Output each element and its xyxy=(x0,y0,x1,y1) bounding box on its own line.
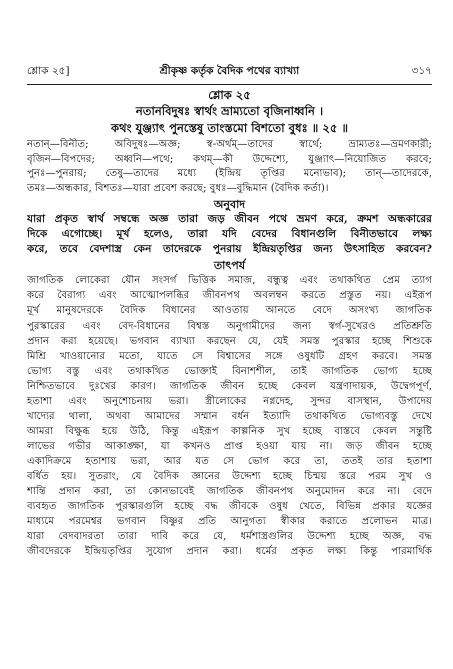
translation-line: যারা প্রকৃত স্বার্থ সম্বন্ধে অজ্ঞ তারা জড় জীবন পথে ভ্রমণ করে, ক্রমশ অন্ধকারের xyxy=(27,213,432,226)
purport-line: আমরা বিক্ষুব্ধ হয়ে উঠি, কিন্তু এইরূপ কাল্পনিক সুখ হচ্ছে বাস্তবে কেবল সন্তুষ্টি xyxy=(27,425,432,437)
verse-line: নতানবিদুষঃ স্বার্থং ভ্রাম্যতো বৃজিনাধ্বনি । xyxy=(135,104,324,118)
translation-line: করে, তবে বেদশাস্ত্র কেন তাদেরকে পুনরায় ইন্দ্রিয়তৃপ্তির জন্য উৎসাহিত করবেন? xyxy=(27,243,432,256)
header-verse-ref: শ্লোক ২৫] xyxy=(27,65,70,77)
purport-line: একাদিক্রমে হতাশায় ভরা, আর যত সে ভোগ করে তা, ততই তার হতাশা xyxy=(27,455,432,467)
purport-line: জীবদেরকে ইন্দ্রিয়তৃপ্তির সুযোগ প্রদান করা। ধর্মের প্রকৃত লক্ষ্য কিন্তু পারমার্থিক xyxy=(27,546,432,558)
header-chapter-title: শ্রীকৃষ্ণ কর্তৃক বৈদিক পথের ব্যাখ্যা xyxy=(159,65,300,77)
translation-heading: অনুবাদ xyxy=(213,198,246,212)
purport-line: বর্ধিত হয়। সুতরাং, যে বৈদিক জ্ঞানের উদ্দেশ্য হচ্ছে চিন্ময় স্তরে পরম সুখ ও xyxy=(27,470,432,482)
header-divider xyxy=(27,84,432,85)
purport-line: নিশ্চিতভাবে দুঃখের কারণ। জাগতিক জীবন হচ্ছে কেবল যন্ত্রণাদায়ক, উদ্বেগপূর্ণ, xyxy=(27,380,432,392)
synonyms-line: পুনঃ—পুনরায়; তেষু—তাদের মধ্যে (ইন্দ্রিয় তৃপ্তির মনোভাব); তান্—তাদেরকে, xyxy=(27,168,432,180)
verse-line: কথং যুঞ্জ্যাৎ পুনস্তেষু তাংস্তমো বিশতো বুধঃ ॥ ২৫ ॥ xyxy=(110,120,349,135)
translation-line: দিকে এগোচ্ছে। মূর্খ হলেও, তারা যদি বেদের বিধানগুলি বিনীতভাবে লক্ষ্য xyxy=(27,228,432,241)
translation-block xyxy=(27,212,432,257)
synonyms-line: বৃজিন—বিপদের; অধ্বনি—পথে; কথম্—কী উদ্দেশ্যে, যুঞ্জ্যাৎ—নিয়োজিত করবে; xyxy=(27,153,432,165)
purport-line: জাগতিক লোকেরা যৌন সংসর্গ ভিত্তিক সমাজ, বন্ধুত্ব এবং তথাকথিত প্রেম ত্যাগ xyxy=(27,275,432,287)
purport-line: মূর্খ মানুষদেরকে বৈদিক বিধানের আওতায় আনতে বেদে অসংখ্য জাগতিক xyxy=(27,305,432,317)
page-content xyxy=(27,88,432,559)
purport-block xyxy=(27,273,432,559)
purport-line: শান্তি প্রদান করা, তা কোনভাবেই জাগতিক জীবনপথ অনুমোদন করে না। বেদে xyxy=(27,486,432,498)
purport-line: মিশ্রি খাওয়ানোর মতো, যাতে সে বিশ্বাসের সঙ্গে ওষুধটি গ্রহণ করবে। সমস্ত xyxy=(27,350,432,362)
synonyms-block xyxy=(27,138,432,196)
synonyms-line: তমঃ—অন্ধকার, বিশতঃ—যারা প্রবেশ করছে; বুধঃ—বুদ্ধিমান (বৈদিক কর্তা)। xyxy=(27,182,329,194)
verse-title: শ্লোক ২৫ xyxy=(208,88,251,102)
purport-line: করে বৈরাগ্য এবং আত্মোপলব্ধির জীবনপথ অবলম্বন করতে প্রস্তুত নয়। এইরূপ xyxy=(27,290,432,302)
purport-line: হতাশা এবং অনুশোচনায় ভরা। স্ত্রীলোকের নগ্নদেহ, সুন্দর বাসস্থান, উপাদেয় xyxy=(27,395,432,407)
running-header xyxy=(27,64,432,82)
purport-heading: তাৎপর্য xyxy=(213,259,246,273)
purport-line: পুরস্কারের এবং বেদ-বিধানের বিশ্বস্ত অনুগামীদের জন্য স্বর্গ-সুখেরও প্রতিশ্রুতি xyxy=(27,320,432,332)
purport-line: খাদ্যের থালা, অথবা আমাদের সম্মান বর্ধন ইত্যাদি তথাকথিত ভোগ্যবস্তু দেখে xyxy=(27,410,432,422)
purport-line: মাধ্যমে পরমেশ্বর ভগবান বিষ্ণুর প্রতি আনুগত্য স্বীকার করাতে প্রলোভন মাত্র। xyxy=(27,516,432,528)
synonyms-line: নতান্—বিনীত; অবিদুষঃ—অজ্ঞ; স্ব-অর্থম্—তাদের স্বার্থে; ভ্রাম্যতঃ—ভ্রমণকারী; xyxy=(27,139,432,150)
purport-line: যারা বেদবাদরতা তারা দাবি করে যে, ধর্মশাস্ত্রগুলির উদ্দেশ্য হচ্ছে অজ্ঞ, বদ্ধ xyxy=(27,531,432,543)
purport-line: ভোগ্য বস্তু এবং তথাকথিত ভোক্তাই বিনাশশীল, তাই জাগতিক ভোগ্য হচ্ছে xyxy=(27,365,432,377)
page-number: ৩১৭ xyxy=(411,65,432,77)
purport-line: ব্যবহৃত জাগতিক পুরস্কারগুলি হচ্ছে বদ্ধ জীবকে ওষুধ খেতে, বিভিন্ন প্রকার যজ্ঞের xyxy=(27,501,432,513)
purport-line: প্রদান করা হয়েছে। ভগবান ব্যাখ্যা করছেন যে, যেই সমস্ত পুরস্কার হচ্ছে শিশুকে xyxy=(27,335,432,347)
purport-line: লাভের গভীর আকাঙ্ক্ষা, যা কখনও প্রাপ্ত হওয়া যায় না। জড় জীবন হচ্ছে xyxy=(27,440,432,452)
